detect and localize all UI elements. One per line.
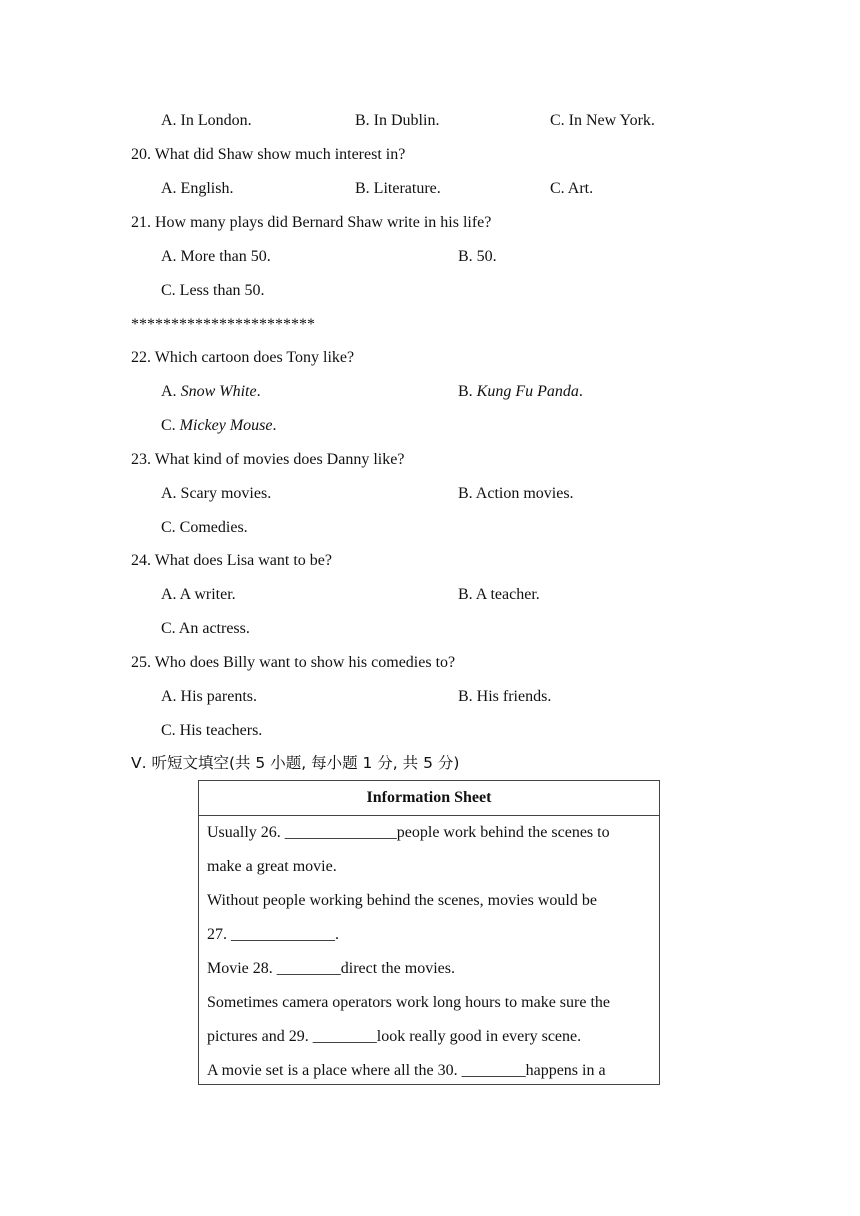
information-sheet-body [199,816,659,1085]
q22-option-c-suffix: . [272,417,277,434]
q22-option-b-title: Kung Fu Panda [476,383,579,400]
q22-option-c-title: Mickey Mouse [179,417,273,434]
q22-option-b [458,382,583,402]
question-21: 21. How many plays did Bernard Shaw write in his life? [131,214,492,231]
sheet-line-5: Movie 28. ________direct the movies. [207,960,455,977]
q22-option-b-prefix: B. [458,383,477,400]
q22-option-c [161,416,277,436]
information-sheet-title: Information Sheet [199,781,659,816]
q21-option-b: B. 50. [458,248,497,265]
q23-option-a: A. Scary movies. [161,485,272,502]
question-24: 24. What does Lisa want to be? [131,552,332,569]
q19-option-c: C. In New York. [550,112,655,129]
q25-option-b: B. His friends. [458,688,552,705]
q20-option-c: C. Art. [550,180,594,197]
question-23: 23. What kind of movies does Danny like? [131,451,405,468]
question-22: 22. Which cartoon does Tony like? [131,349,355,366]
q22-option-a-title: Snow White [180,383,257,400]
question-25: 25. Who does Billy want to show his comedies to? [131,654,456,671]
q22-option-a-prefix: A. [161,383,181,400]
q22-option-c-prefix: C. [161,417,180,434]
q22-option-b-suffix: . [578,383,583,400]
q21-option-a: A. More than 50. [161,248,271,265]
q23-option-b: B. Action movies. [458,485,574,502]
q19-option-b: B. In Dublin. [355,112,440,129]
sheet-line-2: make a great movie. [207,858,337,875]
question-20: 20. What did Shaw show much interest in? [131,146,406,163]
sheet-line-1: Usually 26. ______________people work behind the scenes to [207,824,610,841]
q24-option-c: C. An actress. [161,620,250,637]
sheet-line-7: pictures and 29. ________look really good in every scene. [207,1028,582,1045]
q25-option-c: C. His teachers. [161,722,263,739]
separator: *********************** [131,316,315,333]
sheet-line-3: Without people working behind the scenes, movies would be [207,892,597,909]
q25-option-a: A. His parents. [161,688,257,705]
q24-option-b: B. A teacher. [458,586,540,603]
sheet-line-6: Sometimes camera operators work long hours to make sure the [207,994,610,1011]
q23-option-c: C. Comedies. [161,519,248,536]
q22-option-a-suffix: . [256,383,261,400]
section-v-heading: Ⅴ. 听短文填空(共 5 小题, 每小题 1 分, 共 5 分) [131,754,460,772]
q19-option-a: A. In London. [161,112,252,129]
sheet-line-4: 27. _____________. [207,926,339,943]
q22-option-a [161,382,261,402]
q24-option-a: A. A writer. [161,586,236,603]
q21-option-c: C. Less than 50. [161,282,265,299]
q20-option-a: A. English. [161,180,234,197]
q20-option-b: B. Literature. [355,180,441,197]
information-sheet [198,780,660,1085]
sheet-line-8: A movie set is a place where all the 30. ________happens in a [207,1062,606,1079]
